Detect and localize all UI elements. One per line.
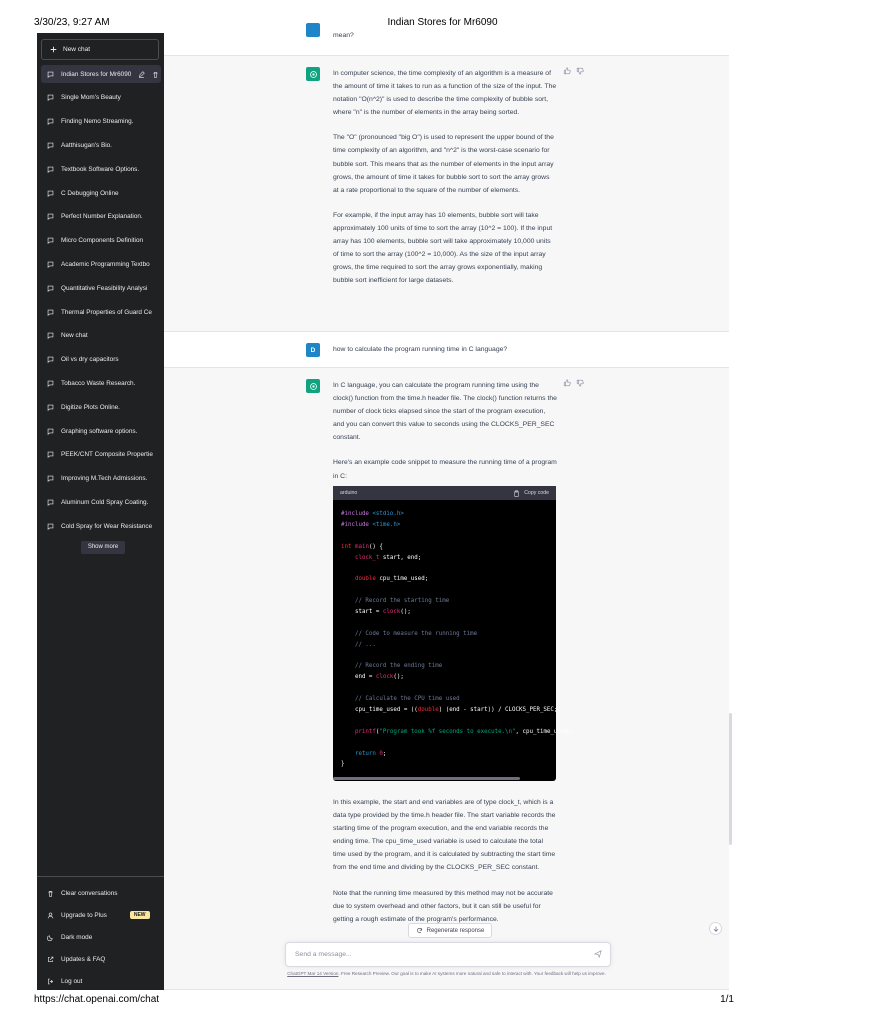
chat-history-label: Perfect Number Explanation. <box>61 213 143 221</box>
code-horizontal-scrollbar[interactable] <box>333 777 520 780</box>
chat-history-item[interactable] <box>41 327 161 345</box>
conversation-pane <box>164 33 729 990</box>
code-line <box>341 759 556 770</box>
chat-bubble-icon <box>47 285 54 292</box>
print-title: Indian Stores for Mr6090 <box>387 17 498 28</box>
chat-bubble-icon <box>47 190 54 197</box>
chat-history-label: Cold Spray for Wear Resistance <box>61 522 153 530</box>
code-token: return <box>341 750 380 757</box>
new-chat-label: New chat <box>63 46 91 53</box>
code-token: (); <box>400 609 411 616</box>
code-token: clock <box>375 674 394 681</box>
chat-history-item[interactable] <box>41 279 161 297</box>
chat-history-label: Graphing software options. <box>61 427 138 435</box>
trash-icon[interactable] <box>152 71 159 78</box>
code-token: (); <box>393 674 404 681</box>
chat-bubble-icon <box>47 356 54 363</box>
send-icon[interactable] <box>594 950 602 958</box>
chat-bubble-icon <box>47 118 54 125</box>
chat-history-item[interactable] <box>41 184 161 202</box>
chat-bubble-icon <box>47 475 54 482</box>
chat-history-item[interactable] <box>41 470 161 488</box>
user-message-row <box>164 29 729 56</box>
code-content <box>333 500 575 770</box>
chat-history-item[interactable] <box>41 374 161 392</box>
answer-paragraph: For example, if the input array has 10 elements, bubble sort will take approximately 100 units of time to sort the array (10^2 = 100). If the input array has 100 elements, bubble sort will take approximately 10,000 units of time to sort the array (100^2 = 10,000). As the size of the input array grows, the time required to sort the array grows exponentially, making bubble sort inefficient for large datasets. <box>333 211 553 285</box>
chat-bubble-icon <box>47 142 54 149</box>
chat-bubble-icon <box>47 213 54 220</box>
chat-bubble-icon <box>47 523 54 530</box>
code-token: () { <box>368 543 383 550</box>
code-token: clock_t <box>341 554 380 561</box>
chat-bubble-icon <box>47 380 54 387</box>
code-token: "Program took %f seconds to execute.\n" <box>379 728 516 735</box>
clipboard-icon <box>513 490 520 497</box>
code-line <box>341 672 556 683</box>
user-avatar: D <box>306 343 320 357</box>
clear-conversations-label: Clear conversations <box>61 889 118 897</box>
chatgpt-avatar <box>306 379 320 393</box>
copy-code-label: Copy code <box>524 490 549 496</box>
chat-bubble-icon <box>47 309 54 316</box>
code-line <box>341 509 556 520</box>
scroll-to-bottom-button[interactable] <box>709 922 722 935</box>
print-datetime: 3/30/23, 9:27 AM <box>34 17 110 28</box>
code-token: // Code to measure the running time <box>341 630 478 637</box>
edit-icon[interactable] <box>138 71 145 78</box>
code-line <box>341 738 556 749</box>
chat-history-item[interactable] <box>41 255 161 273</box>
upgrade-to-plus-button[interactable] <box>41 906 161 924</box>
chat-history-item[interactable] <box>41 446 161 464</box>
code-line <box>341 629 556 640</box>
user-icon <box>47 912 54 919</box>
clear-conversations-button[interactable] <box>41 884 161 902</box>
chat-bubble-icon <box>47 237 54 244</box>
sidebar-bottom-menu <box>37 876 164 985</box>
chat-bubble-icon <box>47 404 54 411</box>
code-line <box>341 651 556 662</box>
code-token: } <box>341 761 345 768</box>
code-line <box>341 596 556 607</box>
chat-bubble-icon <box>47 261 54 268</box>
chat-history-label: PEEK/CNT Composite Propertie <box>61 451 153 459</box>
thumbs-down-icon[interactable] <box>576 67 584 75</box>
updates-faq-link[interactable] <box>41 950 161 968</box>
code-line <box>341 542 556 553</box>
answer-paragraph: In computer science, the time complexity of an algorithm is a measure of the amount of time it takes to run as a function of the size of the input. The notation "O(n^2)" is used to describe the time complexity of bubble sort, where "n" is the number of elements in the array being sorted. <box>333 70 557 117</box>
dark-mode-toggle[interactable] <box>41 928 161 946</box>
chat-history-item[interactable] <box>41 493 161 511</box>
answer-paragraph: In C language, you can calculate the program running time using the clock() function from the time.h header file. The clock() function returns the number of clock ticks elapsed since the start of the program execution, and you can convert this value to seconds using the CLOCKS_PER_SEC constant. <box>333 382 557 442</box>
conversation-scrollbar[interactable] <box>729 713 732 845</box>
chat-bubble-icon <box>47 71 54 78</box>
print-url: https://chat.openai.com/chat <box>34 994 160 1005</box>
chat-history-label: Aatthisugan's Bio. <box>61 141 112 149</box>
chat-bubble-icon <box>47 499 54 506</box>
chat-history-label: Improving M.Tech Admissions. <box>61 475 148 483</box>
answer-paragraph: Note that the running time measured by this method may not be accurate due to system overhead and other factors, but it can still be useful for getting a rough estimate of the program's performance. <box>333 889 553 923</box>
code-token: cpu_time_used; <box>375 576 429 583</box>
feedback-buttons <box>563 379 584 387</box>
assistant-message-text <box>333 67 557 299</box>
new-badge: NEW <box>130 911 150 919</box>
dark-mode-label: Dark mode <box>61 933 93 941</box>
code-line <box>341 531 556 542</box>
chat-bubble-icon <box>47 451 54 458</box>
external-link-icon <box>47 956 54 963</box>
answer-paragraph: Here's an example code snippet to measure the running time of a program in C: <box>333 459 557 480</box>
chat-history-label: Finding Nemo Streaming. <box>61 118 134 126</box>
upgrade-label: Upgrade to Plus <box>61 911 107 919</box>
code-line <box>341 749 556 760</box>
code-token: <stdio.h> <box>372 511 404 517</box>
code-token: // ... <box>341 641 376 648</box>
chat-history-item[interactable] <box>41 89 161 107</box>
code-line <box>341 618 556 629</box>
code-token: cpu_time_used = (( <box>341 707 418 714</box>
footer-disclaimer-text: . Free Research Preview. Our goal is to make AI systems more natural and safe to interact with. Your feedback will help us improve. <box>338 971 606 976</box>
chat-history-label: C Debugging Online <box>61 189 119 197</box>
moon-icon <box>47 934 54 941</box>
code-token: // Record the starting time <box>341 598 450 605</box>
code-token: int <box>341 543 355 550</box>
code-token: <time.h> <box>372 521 401 528</box>
code-line <box>341 694 556 705</box>
code-token: double <box>341 576 376 583</box>
code-line <box>341 574 556 585</box>
chat-history-item[interactable] <box>41 232 161 250</box>
chat-bubble-icon <box>47 332 54 339</box>
chat-history-item[interactable] <box>41 303 161 321</box>
chat-history-item[interactable] <box>41 422 161 440</box>
code-token: start = <box>341 609 383 616</box>
chat-history-item[interactable] <box>41 208 161 226</box>
chatgpt-avatar <box>306 67 320 81</box>
assistant-message-row <box>164 368 729 990</box>
logout-icon <box>47 978 54 985</box>
code-line <box>341 727 575 738</box>
message-input-placeholder: Send a message... <box>295 951 352 958</box>
assistant-message-row <box>164 56 729 332</box>
thumbs-down-icon[interactable] <box>576 379 584 387</box>
chat-history-label: Micro Components Definition <box>61 237 144 245</box>
chat-history-label: Quantitative Feasibility Analysi <box>61 284 148 292</box>
chat-history-label: Thermal Properties of Guard Ce <box>61 308 152 316</box>
assistant-message-text-continued <box>333 796 557 938</box>
chat-history-label: Oil vs dry capacitors <box>61 356 119 364</box>
code-token: printf <box>341 728 376 735</box>
code-token: clock <box>382 609 401 616</box>
copy-code-button[interactable] <box>513 490 549 497</box>
chat-history-item[interactable] <box>41 65 161 83</box>
footer-disclaimer <box>164 971 729 976</box>
code-line <box>341 607 556 618</box>
code-token: , cpu_time_used); <box>515 728 575 735</box>
print-footer <box>0 992 768 1012</box>
assistant-message-text <box>333 379 557 495</box>
new-chat-button[interactable] <box>41 39 159 60</box>
code-token: double <box>417 707 439 714</box>
feedback-buttons <box>563 67 584 75</box>
answer-paragraph: The "O" (pronounced "big O") is used to represent the upper bound of the time complexity of an algorithm, and "n^2" is the worst-case scenario for bubble sort. This means that as the number of elements in the input array grows, the amount of time it takes for bubble sort to sort the array grows at a rate proportional to the square of the number of elements. <box>333 134 554 194</box>
chat-history-label: Single Mom's Beauty <box>61 94 121 102</box>
version-link[interactable]: ChatGPT Mar 14 Version <box>287 971 339 976</box>
code-token: 0 <box>379 750 383 757</box>
chat-bubble-icon <box>47 94 54 101</box>
chat-bubble-icon <box>47 428 54 435</box>
code-token: #include <box>341 511 373 517</box>
thumbs-up-icon[interactable] <box>563 379 571 387</box>
code-line <box>341 716 556 727</box>
chat-bubble-icon <box>47 166 54 173</box>
arrow-down-icon <box>713 926 719 932</box>
code-line <box>341 661 556 672</box>
chat-history-label: Tobacco Waste Research. <box>61 379 136 387</box>
updates-faq-label: Updates & FAQ <box>61 955 106 963</box>
trash-icon <box>47 890 54 897</box>
refresh-icon <box>416 927 423 934</box>
code-token: main <box>354 543 369 550</box>
code-token: #include <box>341 521 373 528</box>
show-more-button[interactable]: Show more <box>81 541 125 554</box>
chat-history-label: Indian Stores for Mr6090 <box>61 70 132 78</box>
sidebar <box>37 33 164 990</box>
chat-history-item[interactable] <box>41 351 161 369</box>
code-line <box>341 683 556 694</box>
code-line <box>341 553 556 564</box>
code-block-header <box>333 486 556 500</box>
code-line <box>341 585 556 596</box>
chat-history-label: Textbook Software Options. <box>61 165 140 173</box>
code-token: end = <box>341 674 376 681</box>
log-out-label: Log out <box>61 977 83 985</box>
code-token: ; <box>382 750 387 757</box>
chat-history-item[interactable] <box>41 398 161 416</box>
user-message-row <box>164 332 729 368</box>
answer-paragraph: In this example, the start and end variables are of type clock_t, which is a data type provided by the time.h header file. The start variable records the starting time of the program execution, and the end variable records the ending time. The cpu_time_used variable is used to calculate the total time used by the program, and it is calculated by subtracting the start time from the end time and dividing by the CLOCKS_PER_SEC constant. <box>333 799 556 872</box>
thumbs-up-icon[interactable] <box>563 67 571 75</box>
chat-history-label: Digitize Plots Online. <box>61 403 120 411</box>
plus-icon <box>50 46 57 53</box>
user-message-text: mean? <box>333 32 354 39</box>
code-language-label: arduino <box>340 490 358 496</box>
print-page-number: 1/1 <box>720 994 734 1005</box>
chat-history-label: New chat <box>61 332 88 340</box>
code-token: // Calculate the CPU time used <box>341 696 460 703</box>
chat-history-item[interactable] <box>41 160 161 178</box>
chat-history-item[interactable] <box>41 136 161 154</box>
chat-history-label: Academic Programming Textbo <box>61 260 150 268</box>
user-message-text: how to calculate the program running time in C language? <box>333 346 508 353</box>
log-out-button[interactable] <box>41 972 161 990</box>
code-line <box>341 640 556 651</box>
user-avatar <box>306 23 320 37</box>
chat-history-item[interactable] <box>41 517 161 535</box>
message-input[interactable] <box>285 942 611 967</box>
code-line <box>341 705 556 716</box>
code-token: start, end; <box>379 554 422 561</box>
regenerate-response-button[interactable] <box>408 923 492 938</box>
code-block <box>333 486 575 781</box>
code-token: ) (end - start)) / CLOCKS_PER_SEC; <box>438 707 558 714</box>
regenerate-label: Regenerate response <box>426 927 485 934</box>
code-token: ( <box>375 728 380 735</box>
code-line <box>341 520 556 531</box>
code-token: // Record the ending time <box>341 663 443 670</box>
chat-history-item[interactable] <box>41 113 161 131</box>
code-line <box>341 563 556 574</box>
chat-history-label: Aluminum Cold Spray Coating. <box>61 498 149 506</box>
